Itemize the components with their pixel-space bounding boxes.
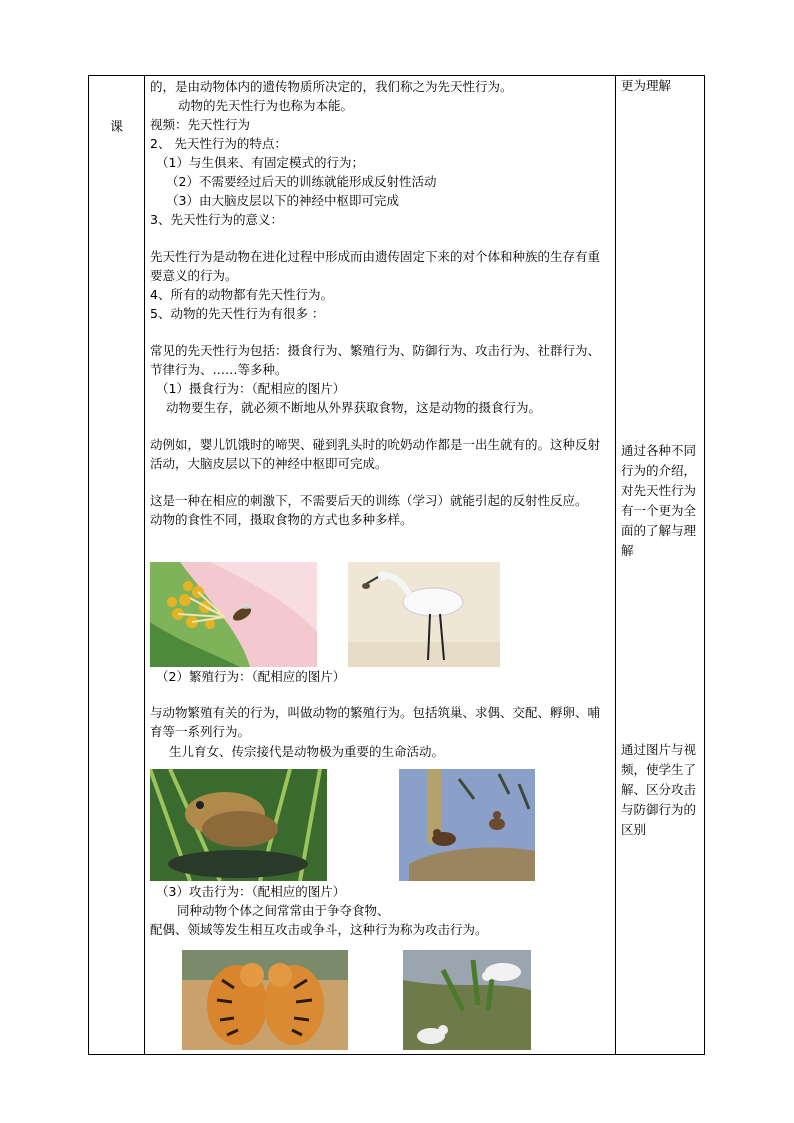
- text-line: （2）不需要经过后天的训练就能形成反射性活动: [166, 174, 437, 189]
- section-label: 课: [109, 120, 123, 135]
- photo-bee-on-flower: [150, 562, 317, 667]
- text-line: （1）与生俱来、有固定模式的行为；: [156, 155, 364, 170]
- text-line: 同种动物个体之间常常由于争夺食物、: [177, 903, 390, 918]
- text-line: （3）攻击行为：（配相应的图片）: [156, 884, 346, 899]
- text-paragraph: 常见的先天性行为包括：摄食行为、繁殖行为、防御行为、攻击行为、社群行为、节律行为、……等多种。: [150, 343, 601, 377]
- text-line: 5、动物的先天性行为有很多 ：: [150, 306, 325, 321]
- text-line: 动物的先天性行为也称为本能。: [178, 98, 354, 113]
- text-line: 3、先天性行为的意义：: [150, 212, 283, 227]
- text-line: （2）繁殖行为：（配相应的图片）: [156, 669, 346, 684]
- photo-frogs-mating: [150, 769, 327, 881]
- text-line: 动物的食性不同，摄取食物的方式也多种多样。: [150, 512, 413, 527]
- text-paragraph: 这是一种在相应的刺激下，不需要后天的训练（学习）就能引起的反射性反应。: [150, 493, 588, 508]
- text-line: 的，是由动物体内的遗传物质所决定的，我们称之为先天性行为。: [150, 79, 513, 94]
- teaching-note: 通过各种不同行为的介绍，对先天性行为有一个更为全面的了解与理解: [621, 443, 697, 558]
- lesson-content: [150, 76, 612, 529]
- column-divider: [144, 76, 145, 1054]
- lesson-table: [88, 75, 705, 1055]
- text-line: 视频：先天性行为: [150, 117, 251, 132]
- photo-egret-eating: [348, 562, 500, 667]
- text-line: （1）摄食行为：（配相应的图片）: [156, 381, 346, 396]
- text-line: 2、 先天性行为的特点：: [150, 136, 287, 151]
- text-paragraph: 与动物繁殖有关的行为，叫做动物的繁殖行为。包括筑巢、求偶、交配、孵卵、哺育等一系列行为。: [150, 705, 601, 739]
- teaching-note: 更为理解: [621, 78, 672, 93]
- text-line: 4、所有的动物都有先天性行为。: [150, 287, 333, 302]
- text-line: 配偶、领域等发生相互攻击或争斗，这种行为称为攻击行为。: [150, 922, 488, 937]
- text-paragraph: 先天性行为是动物在进化过程中形成而由遗传固定下来的对个体和种族的生存有重要意义的行为。: [150, 249, 601, 283]
- photo-tigers-fighting: [182, 950, 348, 1050]
- text-line: 动物要生存，就必须不断地从外界获取食物，这是动物的摄食行为。: [166, 400, 542, 415]
- column-divider: [615, 76, 616, 1054]
- teaching-note: 通过图片与视频，使学生了解、区分攻击与防御行为的区别: [621, 742, 697, 837]
- text-paragraph: 动例如，婴儿饥饿时的啼哭、碰到乳头时的吮奶动作都是一出生就有的。这种反射活动，大脑皮层以下的神经中枢即可完成。: [150, 437, 601, 471]
- photo-gulls-fighting: [403, 950, 531, 1050]
- text-line: 生儿育女、传宗接代是动物极为重要的生命活动。: [169, 744, 445, 759]
- photo-birds-nest: [399, 769, 535, 881]
- text-line: （3）由大脑皮层以下的神经中枢即可完成: [166, 193, 399, 208]
